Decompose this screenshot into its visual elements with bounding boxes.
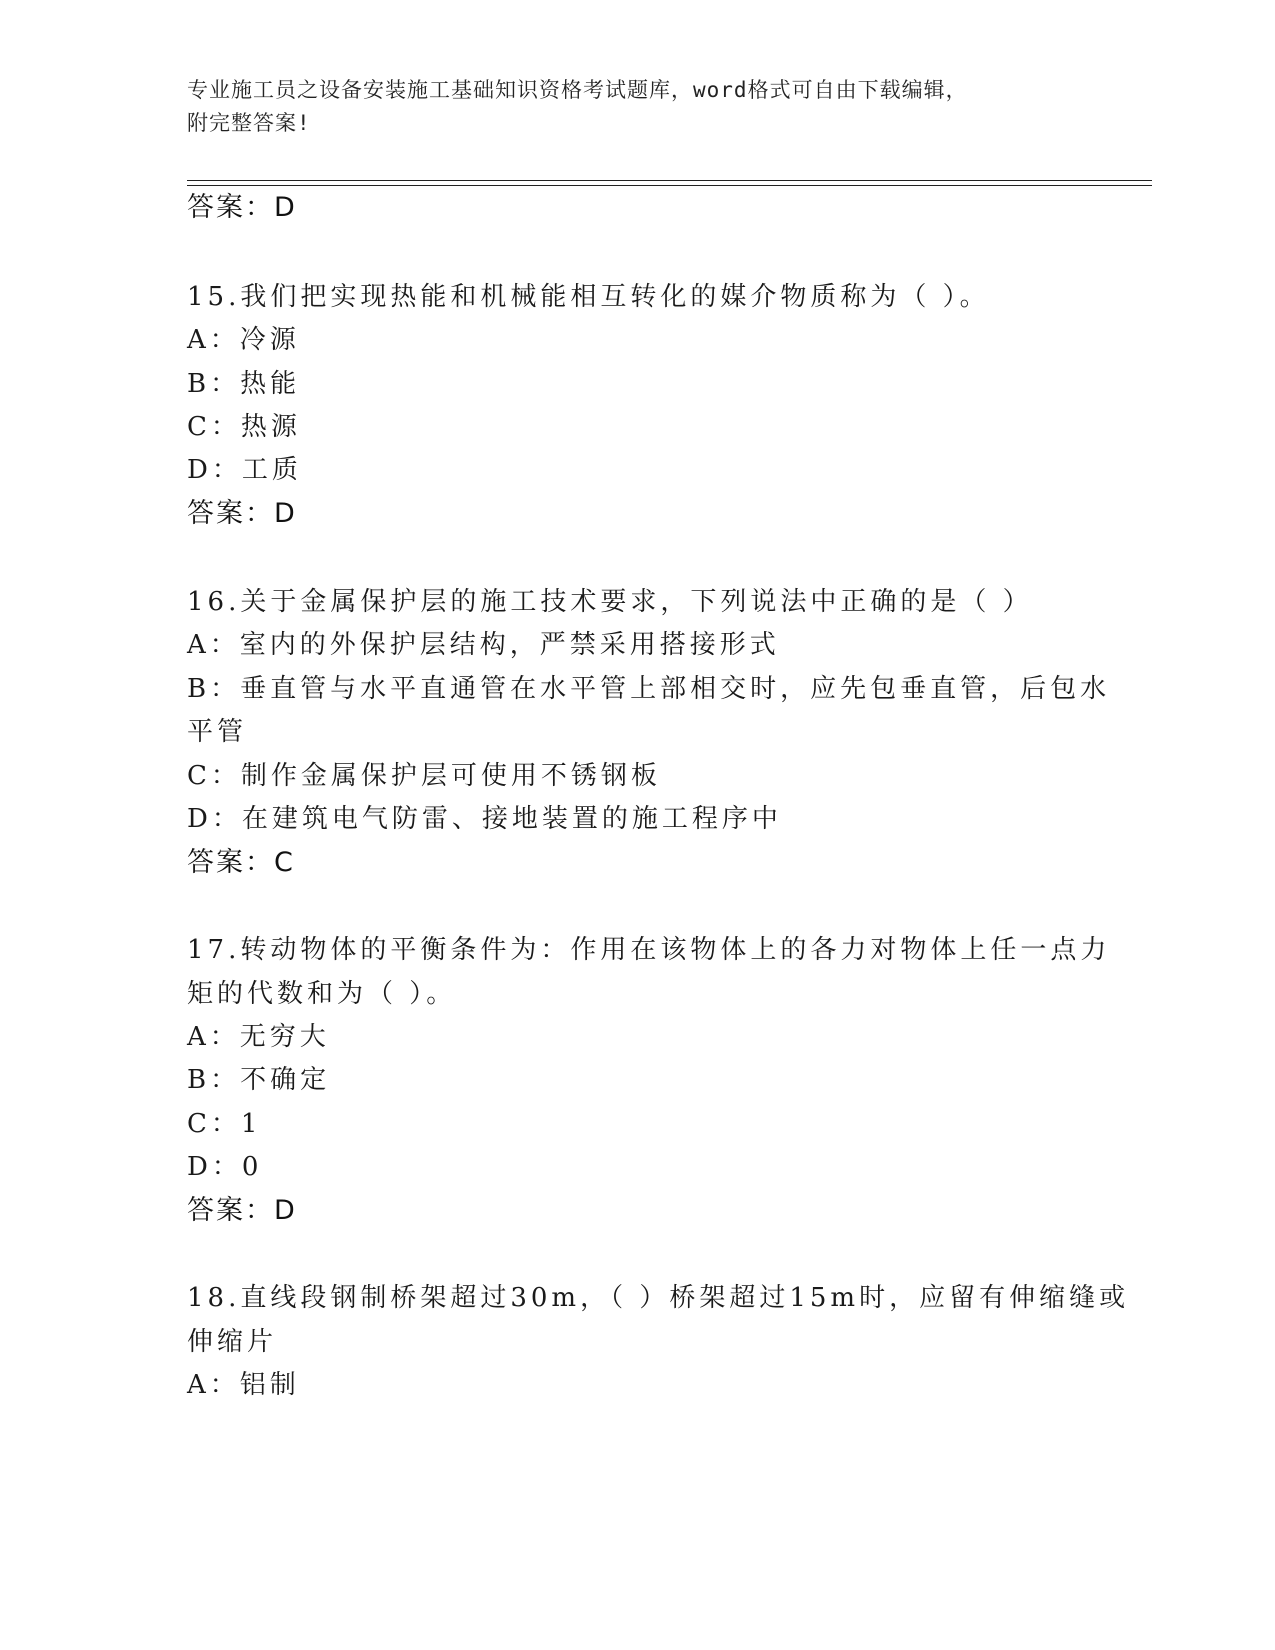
option-17-b: B：不确定	[187, 1065, 331, 1095]
question-18-line-2: 伸缩片	[187, 1327, 278, 1357]
option-17-d: D：0	[187, 1152, 263, 1182]
question-15: 15.我们把实现热能和机械能相互转化的媒介物质称为（ ）。	[187, 282, 990, 312]
option-16-c: C：制作金属保护层可使用不锈钢板	[187, 761, 661, 791]
option-16-b-line-2: 平管	[187, 717, 248, 747]
option-16-a: A：室内的外保护层结构，严禁采用搭接形式	[187, 630, 780, 660]
option-15-a: A：冷源	[187, 325, 300, 355]
option-15-b: B：热能	[187, 369, 301, 399]
option-15-d: D：工质	[187, 455, 302, 485]
answer-16: 答案：C	[187, 847, 295, 878]
header-divider-top	[187, 180, 1152, 181]
document-header	[187, 74, 1087, 140]
question-17-line-2: 矩的代数和为（ ）。	[187, 979, 457, 1009]
header-line-1: 专业施工员之设备安装施工基础知识资格考试题库，word格式可自由下载编辑，	[187, 78, 968, 102]
header-divider-bottom	[187, 185, 1152, 186]
question-17-line-1: 17.转动物体的平衡条件为：作用在该物体上的各力对物体上任一点力	[187, 935, 1111, 965]
option-17-a: A：无穷大	[187, 1022, 330, 1052]
answer-17: 答案：D	[187, 1195, 297, 1226]
answer-15: 答案：D	[187, 498, 297, 529]
question-16: 16.关于金属保护层的施工技术要求，下列说法中正确的是（ ）	[187, 587, 1033, 617]
answer-14: 答案：D	[187, 192, 297, 223]
option-16-b-line-1: B：垂直管与水平直通管在水平管上部相交时，应先包垂直管，后包水	[187, 674, 1111, 704]
option-15-c: C：热源	[187, 412, 301, 442]
question-18-line-1: 18.直线段钢制桥架超过30m，（ ）桥架超过15m时，应留有伸缩缝或	[187, 1283, 1130, 1313]
header-line-2: 附完整答案!	[187, 111, 311, 135]
option-16-d: D：在建筑电气防雷、接地装置的施工程序中	[187, 804, 782, 834]
option-17-c: C：1	[187, 1109, 262, 1139]
option-18-a: A：铝制	[187, 1370, 300, 1400]
